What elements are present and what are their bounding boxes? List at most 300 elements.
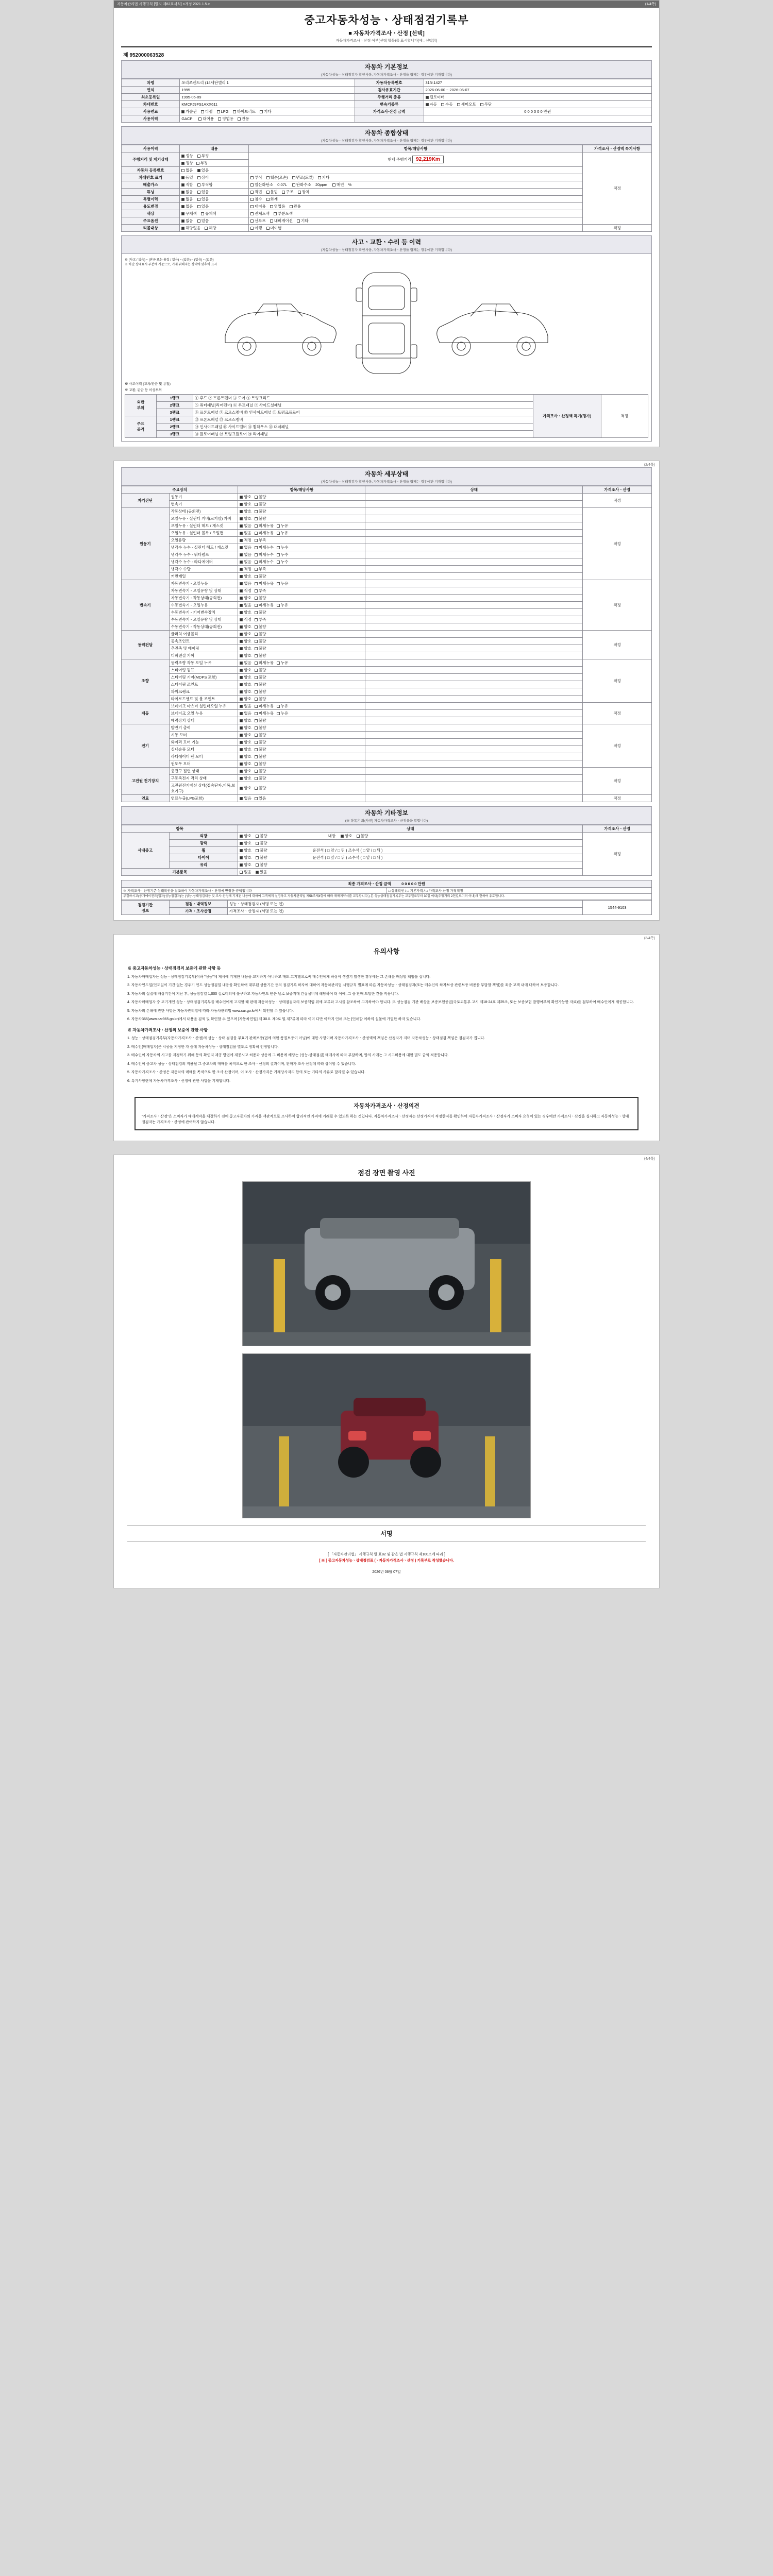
overall-row-1-key: 자동차 등록번호 — [122, 166, 180, 174]
opt-use-business[interactable]: 영업용 — [218, 116, 233, 122]
detail-head-2: 상태 — [365, 486, 583, 493]
detail-option-양호[interactable]: 양호 — [240, 739, 251, 745]
detail-option-불량[interactable]: 불량 — [255, 667, 266, 673]
opt-sunroof[interactable]: 선루프 — [250, 218, 266, 224]
opt-basic-none[interactable]: 없음 — [240, 869, 251, 875]
detail-item-label: 구동축전지 격리 상태 — [169, 774, 238, 782]
detail-option-적정[interactable]: 적정 — [240, 537, 251, 543]
opt-tuning-structure[interactable]: 구조 — [282, 189, 294, 195]
section-other-note: (※ 항목은 좌(사진) 자동차가격조사ㆍ산정율을 말합니다) — [345, 819, 428, 823]
detail-option-불량[interactable]: 불량 — [255, 638, 266, 644]
opt-fuel-etc[interactable]: 기타 — [260, 109, 272, 114]
checkbox-icon[interactable] — [255, 647, 258, 650]
detail-option-부족[interactable]: 부족 — [255, 617, 266, 622]
detail-item-extra — [365, 507, 583, 515]
detail-option-미세누수[interactable]: 미세누수 — [255, 559, 274, 565]
checkbox-icon[interactable] — [240, 726, 243, 730]
checkbox-icon[interactable] — [240, 604, 243, 607]
detail-option-양호[interactable]: 양호 — [240, 775, 251, 781]
opt-ext-bad[interactable]: 불량 — [256, 833, 267, 839]
checkbox-icon[interactable] — [240, 597, 243, 600]
opt-use-rental[interactable]: 대여용 — [198, 116, 214, 122]
detail-option-미세누유[interactable]: 미세누유 — [255, 703, 274, 709]
detail-option-없음[interactable]: 없음 — [240, 710, 251, 716]
other-row-int-label: 내장 — [328, 833, 336, 838]
checkbox-icon[interactable] — [255, 698, 258, 701]
detail-option-양호[interactable]: 양호 — [240, 609, 251, 615]
detail-item-options — [238, 709, 365, 717]
overall-head-3: 가격조사ㆍ산정액 특기사항 — [583, 145, 652, 152]
detail-option-양호[interactable]: 양호 — [240, 768, 251, 774]
opt-wheel-bad[interactable]: 불량 — [256, 848, 267, 853]
detail-option-미세누수[interactable]: 미세누수 — [255, 552, 274, 557]
checkbox-icon[interactable] — [255, 503, 258, 506]
checkbox-icon[interactable] — [255, 676, 258, 679]
opt-glass-good[interactable]: 양호 — [240, 862, 251, 868]
opt-int-bad[interactable]: 불량 — [357, 833, 368, 839]
detail-option-불량[interactable]: 불량 — [255, 573, 266, 579]
detail-option-불량[interactable]: 불량 — [255, 754, 266, 759]
opt-vin-same[interactable]: 동일 — [181, 175, 193, 180]
opt-polish-good[interactable]: 양호 — [240, 840, 251, 846]
detail-option-양호[interactable]: 양호 — [240, 516, 251, 521]
checkbox-icon[interactable] — [240, 625, 243, 629]
detail-item-label: 고전원전기배선 상태(접속단자,피복,보호기구) — [169, 782, 238, 794]
detail-option-양호[interactable]: 양호 — [240, 785, 251, 791]
checkbox-icon[interactable] — [240, 517, 243, 520]
checkbox-icon[interactable] — [277, 712, 280, 715]
checkbox-icon[interactable] — [240, 705, 243, 708]
opt-trans-cvt[interactable]: 무단 — [480, 101, 492, 107]
detail-option-불량[interactable]: 불량 — [255, 718, 266, 723]
page-3 — [113, 934, 660, 1141]
checkbox-icon[interactable] — [255, 568, 258, 571]
opt-recall-undone[interactable]: 미이행 — [266, 225, 282, 231]
checkbox-icon[interactable] — [240, 539, 243, 542]
detail-option-누수[interactable]: 누수 — [277, 552, 289, 557]
checkbox-icon[interactable] — [277, 546, 280, 549]
detail-option-없음[interactable]: 없음 — [240, 545, 251, 550]
detail-option-미세누유[interactable]: 미세누유 — [255, 602, 274, 608]
detail-item-label: 스티어링 기어(MDPS 포함) — [169, 673, 238, 681]
detail-item-extra — [365, 565, 583, 572]
opt-special-none[interactable]: 없음 — [181, 196, 193, 202]
checkbox-icon[interactable] — [240, 647, 243, 650]
checkbox-icon[interactable] — [240, 611, 243, 614]
detail-option-미세누수[interactable]: 미세누수 — [255, 545, 274, 550]
opt-mileage-km[interactable]: 킬로미터 — [426, 94, 445, 100]
checkbox-icon[interactable] — [255, 712, 258, 715]
detail-option-불량[interactable]: 불량 — [255, 653, 266, 658]
detail-option-적정[interactable]: 적정 — [240, 588, 251, 594]
opt-reg-yes[interactable]: 있음 — [197, 167, 209, 173]
checkbox-icon[interactable] — [240, 546, 243, 549]
checkbox-icon[interactable] — [255, 496, 258, 499]
checkbox-icon[interactable] — [255, 604, 258, 607]
detail-option-불량[interactable]: 불량 — [255, 768, 266, 774]
detail-option-불량[interactable]: 불량 — [255, 689, 266, 694]
checkbox-icon[interactable] — [255, 755, 258, 758]
detail-item-extra — [365, 760, 583, 767]
detail-option-불량[interactable]: 불량 — [255, 646, 266, 651]
checkbox-icon[interactable] — [255, 654, 258, 657]
checkbox-icon[interactable] — [240, 640, 243, 643]
checkbox-icon[interactable] — [240, 524, 243, 528]
checkbox-icon[interactable] — [255, 690, 258, 693]
checkbox-icon[interactable] — [255, 575, 258, 578]
checkbox-icon[interactable] — [240, 676, 243, 679]
checkbox-icon[interactable] — [255, 787, 258, 790]
checkbox-icon[interactable] — [240, 496, 243, 499]
opt-tuning-yes[interactable]: 있음 — [197, 189, 209, 195]
detail-option-부족[interactable]: 부족 — [255, 566, 266, 572]
checkbox-icon[interactable] — [255, 546, 258, 549]
checkbox-icon[interactable] — [255, 597, 258, 600]
detail-option-양호[interactable]: 양호 — [240, 732, 251, 738]
checkbox-icon[interactable] — [240, 582, 243, 585]
opt-tuning-device[interactable]: 장치 — [298, 189, 310, 195]
checkbox-icon[interactable] — [255, 719, 258, 722]
price-opinion-body: "가격조사ㆍ산정"은 소비자가 매매계약을 체결하기 전에 중고자동차의 가격을 객관적으로 조사하여 합리적인 가격에 거래될 수 있도록 하는 것입니다. 자동차가격조사ㆍ산정자는 산정가격이 적정한지를 확인하여 자동차가격조사ㆍ산정자가 소비자 요청이 있는 경우에만 가격조사ㆍ산정을 실시하고 자동차성능ㆍ상태점검자는 가격조사ㆍ산정에 관여하지 않습니다. — [142, 1114, 629, 1125]
checkbox-icon[interactable] — [240, 762, 243, 766]
overall-head-1: 내용 — [180, 145, 249, 152]
detail-option-양호[interactable]: 양호 — [240, 573, 251, 579]
detail-option-없음[interactable]: 없음 — [240, 795, 251, 801]
detail-option-누유[interactable]: 누유 — [277, 660, 289, 666]
overall-row-7-opts — [180, 210, 249, 217]
opt-tuning-none[interactable]: 없음 — [181, 189, 193, 195]
detail-option-양호[interactable]: 양호 — [240, 638, 251, 644]
detail-option-불량[interactable]: 불량 — [255, 609, 266, 615]
detail-option-불량[interactable]: 불량 — [255, 624, 266, 630]
checkbox-icon[interactable] — [255, 748, 258, 751]
checkbox-icon[interactable] — [240, 734, 243, 737]
checkbox-icon[interactable] — [240, 633, 243, 636]
detail-item-label: 냉각수 누수 - 라디에이터 — [169, 558, 238, 565]
detail-option-누유[interactable]: 누유 — [277, 523, 289, 529]
checkbox-icon[interactable] — [255, 611, 258, 614]
checkbox-icon[interactable] — [240, 712, 243, 715]
opt-uc-business[interactable]: 영업용 — [270, 204, 285, 209]
checkbox-icon[interactable] — [240, 618, 243, 621]
detail-option-없음[interactable]: 없음 — [240, 581, 251, 586]
opt-uc-gov[interactable]: 관용 — [290, 204, 301, 209]
detail-option-누수[interactable]: 누수 — [277, 559, 289, 565]
checkbox-icon[interactable] — [255, 762, 258, 766]
detail-option-없음[interactable]: 없음 — [240, 703, 251, 709]
checkbox-icon[interactable] — [255, 517, 258, 520]
notice2-item-5: 5. 자동차가격조사ㆍ산정은 자동차의 매매를 목적으로 한 조사 산정이며, 이 조사ㆍ산정가격은 거래당사자의 합의 또는 기타의 사유로 달라질 수 있습니다. — [127, 1071, 366, 1075]
page-2 — [113, 461, 660, 921]
checkbox-icon[interactable] — [277, 662, 280, 665]
checkbox-icon[interactable] — [277, 561, 280, 564]
opt-option-etc[interactable]: 기타 — [297, 218, 309, 224]
detail-option-불량[interactable]: 불량 — [255, 761, 266, 767]
opt-usechange-yes[interactable]: 있음 — [197, 204, 209, 209]
overall-row-5-key: 특별이력 — [122, 195, 180, 202]
opt-color-mono[interactable]: 무채색 — [181, 211, 197, 216]
checkbox-icon[interactable] — [255, 561, 258, 564]
checkbox-icon[interactable] — [240, 755, 243, 758]
detail-item-options — [238, 515, 365, 522]
detail-item-options — [238, 688, 365, 695]
opt-trans-auto[interactable]: 자동 — [426, 101, 438, 107]
opt-color-chroma[interactable]: 유채색 — [201, 211, 216, 216]
detail-option-불량[interactable]: 불량 — [255, 631, 266, 637]
checkbox-icon[interactable] — [255, 633, 258, 636]
detail-option-없음[interactable]: 없음 — [240, 602, 251, 608]
detail-option-불량[interactable]: 불량 — [255, 595, 266, 601]
detail-option-불량[interactable]: 불량 — [255, 725, 266, 731]
opt-use-gov[interactable]: 관용 — [238, 116, 249, 122]
opt-fuel-diesel[interactable]: 디젤 — [201, 109, 213, 114]
detail-option-양호[interactable]: 양호 — [240, 624, 251, 630]
detail-option-양호[interactable]: 양호 — [240, 631, 251, 637]
opt-recall-done[interactable]: 이행 — [250, 225, 262, 231]
detail-option-양호[interactable]: 양호 — [240, 509, 251, 514]
checkbox-icon[interactable] — [240, 568, 243, 571]
detail-item-options — [238, 522, 365, 529]
detail-option-불량[interactable]: 불량 — [255, 775, 266, 781]
checkbox-icon[interactable] — [240, 797, 243, 800]
checkbox-icon[interactable] — [255, 683, 258, 686]
detail-option-없음[interactable]: 없음 — [240, 660, 251, 666]
opt-polish-bad[interactable]: 불량 — [256, 840, 267, 846]
overall-row-6-opts — [180, 202, 249, 210]
detail-option-누수[interactable]: 누수 — [277, 545, 289, 550]
opt-mileage-abnormal[interactable]: 부정 — [197, 153, 209, 159]
detail-option-적정[interactable]: 적정 — [240, 617, 251, 622]
opt-fuel-gasoline[interactable]: 가솔린 — [181, 109, 197, 114]
detail-item-options — [238, 616, 365, 623]
opt-options-yes[interactable]: 있음 — [197, 218, 209, 224]
checkbox-icon[interactable] — [277, 705, 280, 708]
detail-option-양호[interactable]: 양호 — [240, 696, 251, 702]
detail-option-양호[interactable]: 양호 — [240, 761, 251, 767]
checkbox-icon[interactable] — [255, 669, 258, 672]
detail-option-부족[interactable]: 부족 — [255, 588, 266, 594]
detail-option-불량[interactable]: 불량 — [255, 674, 266, 680]
detail-row — [122, 601, 652, 608]
opt-mileage-normal[interactable]: 정상 — [181, 153, 193, 159]
checkbox-icon[interactable] — [240, 662, 243, 665]
detail-option-불량[interactable]: 불량 — [255, 509, 266, 514]
checkbox-icon[interactable] — [240, 503, 243, 506]
detail-option-없음[interactable]: 없음 — [240, 530, 251, 536]
detail-option-불량[interactable]: 불량 — [255, 682, 266, 687]
checkbox-icon[interactable] — [240, 532, 243, 535]
detail-option-미세누유[interactable]: 미세누유 — [255, 581, 274, 586]
detail-option-미세누유[interactable]: 미세누유 — [255, 523, 274, 529]
detail-option-양호[interactable]: 양호 — [240, 646, 251, 651]
checkbox-icon[interactable] — [255, 640, 258, 643]
checkbox-icon[interactable] — [277, 604, 280, 607]
detail-item-label: 디퍼렌셜 기어 — [169, 652, 238, 659]
opt-trans-semi[interactable]: 세미오토 — [457, 101, 476, 107]
checkbox-icon[interactable] — [240, 777, 243, 780]
checkbox-icon[interactable] — [277, 524, 280, 528]
checkbox-icon[interactable] — [240, 748, 243, 751]
opt-trans-manual[interactable]: 수동 — [441, 101, 453, 107]
opt-emission-ok[interactable]: 적합 — [181, 182, 193, 188]
checkbox-icon[interactable] — [255, 662, 258, 665]
detail-option-불량[interactable]: 불량 — [255, 739, 266, 745]
detail-option-불량[interactable]: 불량 — [255, 696, 266, 702]
opt-vin-altered[interactable]: 변조(도말) — [292, 175, 314, 180]
detail-option-미세누유[interactable]: 미세누유 — [255, 530, 274, 536]
checkbox-icon[interactable] — [255, 553, 258, 556]
detail-row — [122, 652, 652, 659]
opt-ext-good[interactable]: 양호 — [240, 833, 251, 839]
detail-option-없음[interactable]: 없음 — [240, 552, 251, 557]
checkbox-icon[interactable] — [277, 582, 280, 585]
opt-tire-bad[interactable]: 불량 — [256, 855, 267, 860]
detail-option-양호[interactable]: 양호 — [240, 653, 251, 658]
detail-option-불량[interactable]: 불량 — [255, 732, 266, 738]
detail-option-양호[interactable]: 양호 — [240, 718, 251, 723]
opt-vin-corrosion[interactable]: 부식 — [250, 175, 262, 180]
detail-option-양호[interactable]: 양호 — [240, 747, 251, 752]
opt-flood[interactable]: 침수 — [250, 196, 262, 202]
detail-item-options — [238, 587, 365, 594]
checkbox-icon[interactable] — [240, 553, 243, 556]
detail-item-options — [238, 580, 365, 587]
checkbox-icon[interactable] — [240, 719, 243, 722]
detail-option-양호[interactable]: 양호 — [240, 725, 251, 731]
detail-option-부족[interactable]: 부족 — [255, 537, 266, 543]
section-accident-note: (자동차성능ㆍ상태점검자 확인사항, 자동차가격조사ㆍ산정을 함께는 경우에만 기재합니다) — [321, 248, 452, 252]
checkbox-icon[interactable] — [277, 532, 280, 535]
checkbox-icon[interactable] — [240, 669, 243, 672]
detail-row — [122, 774, 652, 782]
opt-tuning-illegal[interactable]: 불법 — [266, 189, 278, 195]
opt-vin-damage[interactable]: 훼손(오손) — [266, 175, 288, 180]
detail-option-누유[interactable]: 누유 — [277, 703, 289, 709]
detail-option-불량[interactable]: 불량 — [255, 516, 266, 521]
checkbox-icon[interactable] — [240, 690, 243, 693]
detail-option-양호[interactable]: 양호 — [240, 501, 251, 507]
checkbox-icon[interactable] — [240, 510, 243, 513]
checkbox-icon[interactable] — [255, 777, 258, 780]
checkbox-icon[interactable] — [240, 770, 243, 773]
overall-row-4-note — [248, 188, 582, 195]
checkbox-icon[interactable] — [240, 741, 243, 744]
accident-line-2: ※ 하단 상태표시 부분에 기준으로, 기재 위해지는 상태에 맞추어 표시 — [125, 263, 217, 266]
detail-option-양호[interactable]: 양호 — [240, 494, 251, 500]
opt-navigation[interactable]: 내비게이션 — [270, 218, 293, 224]
detail-option-미세누유[interactable]: 미세누유 — [255, 660, 274, 666]
checkbox-icon[interactable] — [255, 705, 258, 708]
checkbox-icon[interactable] — [255, 524, 258, 528]
opt-tire-good[interactable]: 양호 — [240, 855, 251, 860]
detail-option-양호[interactable]: 양호 — [240, 667, 251, 673]
detail-option-적정[interactable]: 적정 — [240, 566, 251, 572]
checkbox-icon[interactable] — [240, 654, 243, 657]
checkbox-icon[interactable] — [255, 726, 258, 730]
opt-uc-rental[interactable]: 대여용 — [250, 204, 266, 209]
detail-item-label: 타이로드엔드 및 볼 조인트 — [169, 695, 238, 702]
opt-usechange-none[interactable]: 없음 — [181, 204, 193, 209]
checkbox-icon[interactable] — [255, 510, 258, 513]
detail-option-양호[interactable]: 양호 — [240, 682, 251, 687]
detail-row — [122, 695, 652, 702]
opt-recall-yes[interactable]: 해당 — [205, 225, 216, 231]
detail-option-불량[interactable]: 불량 — [255, 494, 266, 500]
emission-co: 일산화탄소 — [250, 182, 273, 188]
checkbox-icon[interactable] — [255, 734, 258, 737]
detail-option-양호[interactable]: 양호 — [240, 674, 251, 680]
checkbox-icon[interactable] — [240, 575, 243, 578]
detail-option-양호[interactable]: 양호 — [240, 689, 251, 694]
detail-option-누유[interactable]: 누유 — [277, 710, 289, 716]
opt-int-good[interactable]: 양호 — [341, 833, 352, 839]
opt-fire[interactable]: 화재 — [266, 196, 278, 202]
checkbox-icon[interactable] — [240, 561, 243, 564]
detail-option-불량[interactable]: 불량 — [255, 747, 266, 752]
checkbox-icon[interactable] — [240, 589, 243, 592]
signature-row-1-key: 가격ㆍ조사산정 — [169, 908, 227, 915]
frame-rank-1: 1랭크 — [156, 416, 193, 423]
opt-full-paint[interactable]: 전체도색 — [250, 211, 270, 216]
detail-option-양호[interactable]: 양호 — [240, 595, 251, 601]
opt-glass-bad[interactable]: 불량 — [256, 862, 267, 868]
checkbox-icon[interactable] — [255, 532, 258, 535]
detail-option-양호[interactable]: 양호 — [240, 754, 251, 759]
checkbox-icon[interactable] — [255, 582, 258, 585]
opt-vin-etc[interactable]: 기타 — [318, 175, 330, 180]
opt-special-yes[interactable]: 있음 — [197, 196, 209, 202]
opt-meter-ok[interactable]: 정상 — [181, 160, 193, 166]
detail-option-누유[interactable]: 누유 — [277, 530, 289, 536]
detail-option-없음[interactable]: 없음 — [240, 559, 251, 565]
checkbox-icon[interactable] — [277, 553, 280, 556]
checkbox-icon[interactable] — [255, 618, 258, 621]
detail-row — [122, 551, 652, 558]
opt-fuel-hybrid[interactable]: 하이브리드 — [233, 109, 256, 114]
opt-basic-yes[interactable]: 있음 — [256, 869, 267, 875]
opt-part-paint[interactable]: 부분도색 — [274, 211, 293, 216]
opt-recall-na[interactable]: 해당없음 — [181, 225, 200, 231]
detail-option-불량[interactable]: 불량 — [255, 501, 266, 507]
detail-item-extra — [365, 601, 583, 608]
detail-item-extra — [365, 731, 583, 738]
overall-row-5-note — [248, 195, 582, 202]
checkbox-icon[interactable] — [255, 741, 258, 744]
detail-option-없음[interactable]: 없음 — [240, 523, 251, 529]
opt-reg-none[interactable]: 없음 — [181, 167, 193, 173]
checkbox-icon[interactable] — [255, 625, 258, 629]
opt-wheel-good[interactable]: 양호 — [240, 848, 251, 853]
opt-vin-diff[interactable]: 상이 — [197, 175, 209, 180]
checkbox-icon[interactable] — [255, 539, 258, 542]
checkbox-icon[interactable] — [240, 698, 243, 701]
detail-option-미세누유[interactable]: 미세누유 — [255, 710, 274, 716]
checkbox-icon[interactable] — [240, 787, 243, 790]
detail-option-있음[interactable]: 있음 — [255, 795, 266, 801]
checkbox-icon[interactable] — [255, 589, 258, 592]
checkbox-icon[interactable] — [255, 797, 258, 800]
detail-option-누유[interactable]: 누유 — [277, 602, 289, 608]
opt-fuel-lpg[interactable]: LPG — [217, 109, 229, 114]
opt-options-none[interactable]: 없음 — [181, 218, 193, 224]
checkbox-icon[interactable] — [240, 683, 243, 686]
opt-emission-bad[interactable]: 부적합 — [197, 182, 213, 188]
checkbox-icon[interactable] — [255, 770, 258, 773]
detail-option-누유[interactable]: 누유 — [277, 581, 289, 586]
opt-tuning-legal[interactable]: 적법 — [250, 189, 262, 195]
detail-option-불량[interactable]: 불량 — [255, 785, 266, 791]
opt-meter-bad[interactable]: 부정 — [196, 160, 208, 166]
